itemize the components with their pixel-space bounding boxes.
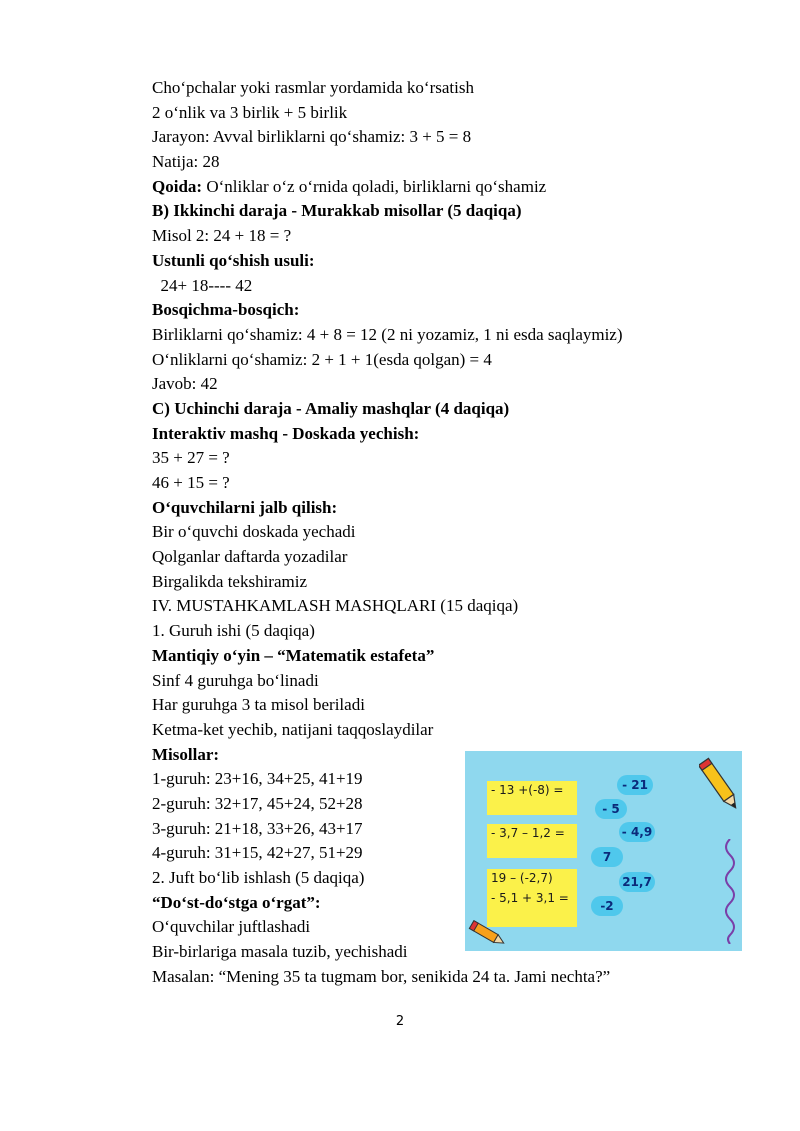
line-text: 24+ 18---- 42 [152, 275, 253, 295]
exercise-card-1 [487, 781, 577, 815]
line-text: 4-guruh: 31+15, 42+27, 51+29 [152, 843, 363, 863]
line-text: Bir-birlariga masala tuzib, yechishadi [152, 942, 408, 962]
line-text: Cho‘pchalar yoki rasmlar yordamida ko‘rsatish [152, 78, 474, 97]
bold-text: Bosqichma-bosqich: [152, 300, 300, 320]
text-line [152, 594, 752, 619]
exercise-text: 19 – (-2,7) [491, 871, 553, 885]
answer-bubble-6: -2 [591, 896, 623, 916]
exercise-card-3 [487, 869, 577, 927]
exercise-card-2 [487, 824, 577, 858]
line-text: Qolganlar daftarda yozadilar [152, 547, 348, 567]
page-number: 2 [395, 1014, 405, 1029]
wavy-line-icon [720, 839, 740, 944]
line-text: 1-guruh: 23+16, 34+25, 41+19 [152, 769, 363, 789]
exercise-text: - 3,7 – 1,2 = [491, 826, 565, 840]
text-line [152, 545, 752, 570]
text-line [152, 125, 752, 150]
ghost-text [491, 798, 573, 806]
answer-bubble-5: 21,7 [619, 872, 655, 892]
line-text: Birliklarni qo‘shamiz: 4 + 8 = 12 (2 ni yozamiz, 1 ni esda saqlaymiz) [152, 324, 623, 344]
line-text: Sinf 4 guruhga bo‘linadi [152, 670, 319, 690]
line-text: 3-guruh: 21+18, 33+26, 43+17 [152, 818, 363, 838]
line-text: Masalan: “Mening 35 ta tugmam bor, senikida 24 ta. Jami nechta?” [152, 966, 611, 986]
line-text: Natija: 28 [152, 152, 220, 172]
bold-text: Ustunli qo‘shish usuli: [152, 250, 315, 270]
line-text: 1. Guruh ishi (5 daqiqa) [152, 621, 315, 641]
line-text: Jarayon: Avval birliklarni qo‘shamiz: 3 + 5 = 8 [152, 127, 472, 147]
text-line [152, 372, 752, 397]
bold-text: O‘quvchilarni jalb qilish: [152, 497, 338, 517]
text-line [152, 496, 752, 521]
text-line [152, 471, 752, 496]
answer-bubble-4: 7 [591, 847, 623, 867]
line-text: Ketma-ket yechib, natijani taqqoslaydilar [152, 719, 434, 739]
text-line [152, 101, 752, 126]
line-text: 2 o‘nlik va 3 birlik + 5 birlik [152, 102, 348, 122]
bold-text: B) Ikkinchi daraja - Murakkab misollar (5 daqiqa) [152, 201, 522, 221]
bold-text: “Do‘st-do‘stga o‘rgat”: [152, 892, 321, 912]
line-text: Javob: 42 [152, 374, 218, 394]
text-line [152, 323, 752, 348]
text-line [152, 570, 752, 595]
text-line [152, 199, 752, 224]
text-line [152, 718, 752, 743]
text-line [152, 520, 752, 545]
answer-bubble-3: - 4,9 [619, 822, 655, 842]
text-line [152, 965, 752, 990]
text-line [152, 619, 752, 644]
line-text: 35 + 27 = ? [152, 448, 230, 468]
line-text: Misol 2: 24 + 18 = ? [152, 226, 292, 246]
line-text: IV. MUSTAHKAMLASH MASHQLARI (15 daqiqa) [152, 596, 519, 616]
pencil-icon [699, 753, 739, 815]
answer-bubble-1: - 21 [617, 775, 653, 795]
bold-text: Misollar: [152, 744, 220, 764]
text-line [152, 175, 752, 200]
line-text: O‘nliklar o‘z o‘rnida qoladi, birliklarni qo‘shamiz [202, 176, 547, 196]
text-line [152, 446, 752, 471]
text-line [152, 224, 752, 249]
line-text: O‘nliklarni qo‘shamiz: 2 + 1 + 1(esda qolgan) = 4 [152, 349, 492, 369]
bold-text: C) Uchinchi daraja - Amaliy mashqlar (4 daqiqa) [152, 398, 510, 418]
text-line [152, 348, 752, 373]
line-text: 2. Juft bo‘lib ishlash (5 daqiqa) [152, 868, 365, 887]
bold-text: Mantiqiy o‘yin – “Matematik estafeta” [152, 645, 435, 665]
text-line [152, 150, 752, 175]
line-text: Bir o‘quvchi doskada yechadi [152, 522, 356, 542]
exercise-text: - 13 +(-8) = [491, 783, 564, 797]
bold-text: Interaktiv mashq - Doskada yechish: [152, 423, 420, 443]
line-text: 46 + 15 = ? [152, 473, 230, 492]
answer-bubble-2: - 5 [595, 799, 627, 819]
bold-text: Qoida: [152, 176, 203, 196]
text-line [152, 249, 752, 274]
text-line [152, 397, 752, 422]
text-line [152, 644, 752, 669]
line-text: Birgalikda tekshiramiz [152, 571, 308, 591]
text-line [152, 298, 752, 323]
text-line [152, 76, 752, 101]
math-exercise-illustration [465, 751, 742, 951]
text-line [152, 422, 752, 447]
text-line [152, 669, 752, 694]
exercise-text: - 5,1 + 3,1 = [491, 891, 569, 905]
line-text: 2-guruh: 32+17, 45+24, 52+28 [152, 793, 363, 813]
line-text: O‘quvchilar juftlashadi [152, 917, 311, 937]
line-text: Har guruhga 3 ta misol beriladi [152, 695, 365, 715]
text-line [152, 693, 752, 718]
text-line [152, 274, 752, 299]
